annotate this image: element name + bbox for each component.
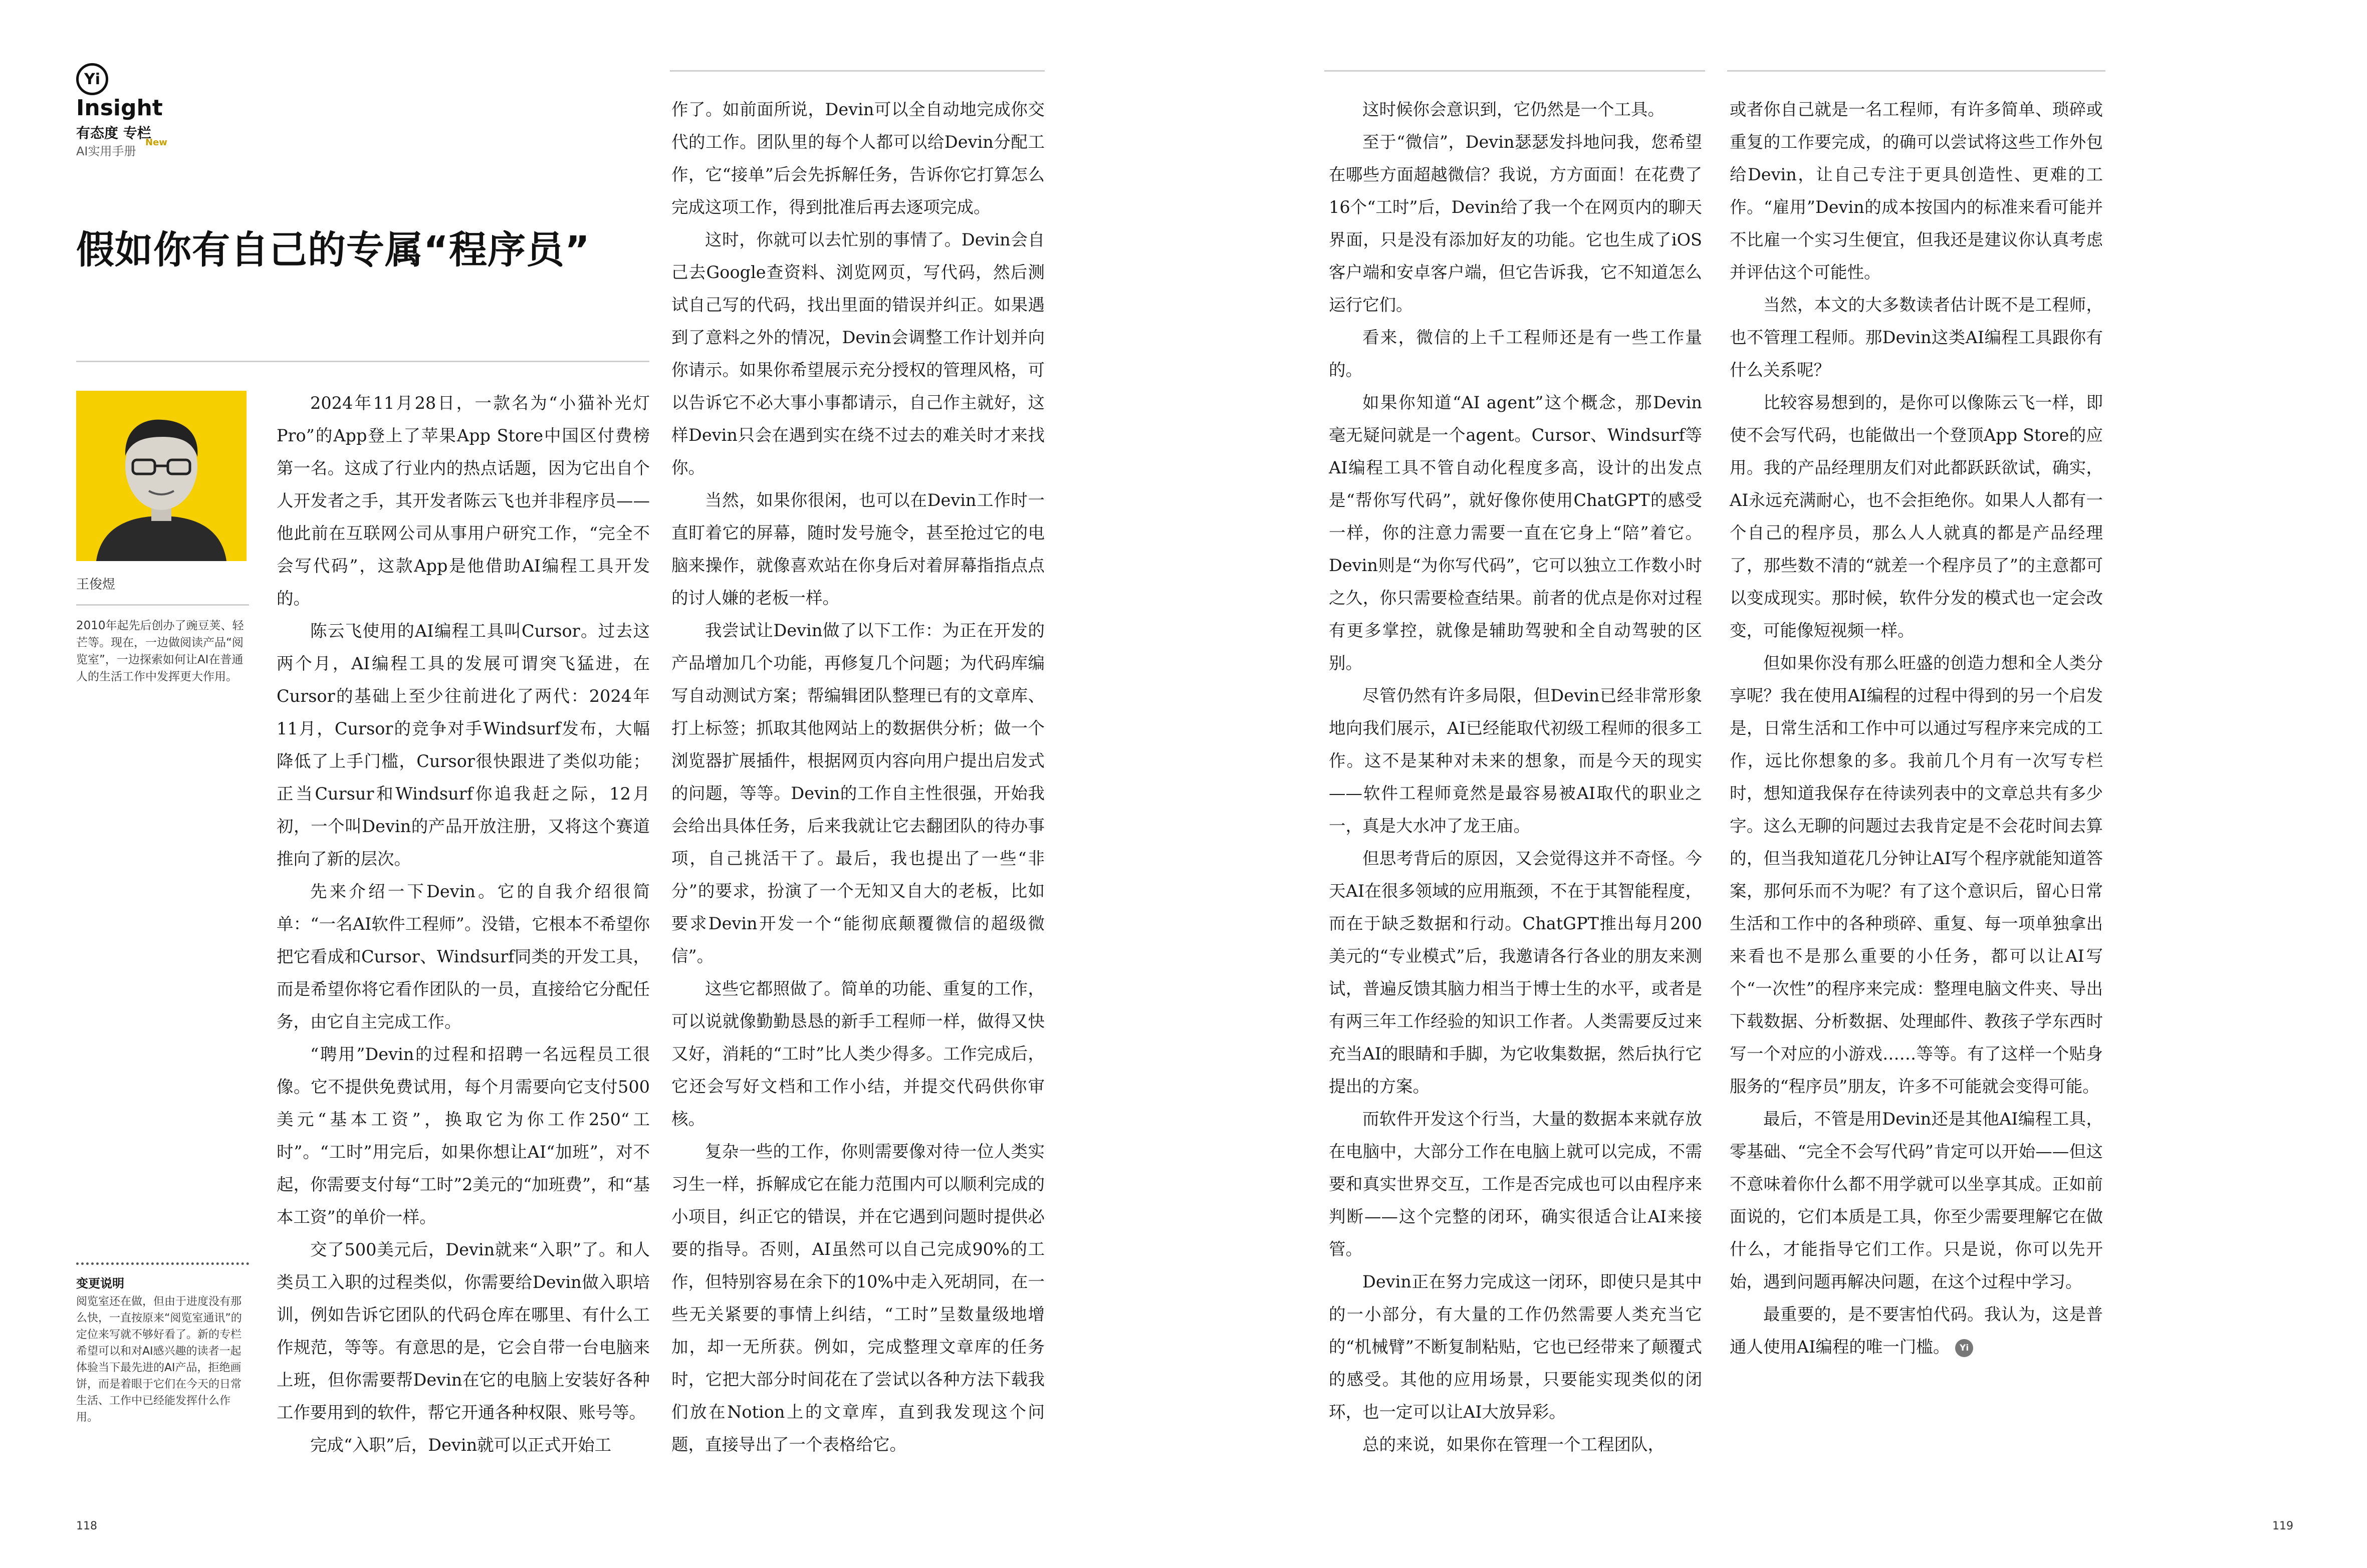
- column-tag: 有态度 专栏: [76, 125, 151, 141]
- paragraph: 我尝试让Devin做了以下工作：为正在开发的产品增加几个功能，再修复几个问题；为代码库编写自动测试方案；帮编辑团队整理已有的文章库、打上标签；抓取其他网站上的数据供分析；做一个浏览器扩展插件，根据网页内容向用户提出启发式的问题，等等。Devin的工作自主性很强，开始我会给出具体任务，后来我就让它去翻团队的待办事项，自己挑活干了。最后，我也提出了一些“非分”的要求，扮演了一个无知又自大的老板，比如要求Devin开发一个“能彻底颠覆微信的超级微信”。: [671, 621, 1045, 966]
- final-text: 最重要的，是不要害怕代码。我认为，这是普通人使用AI编程的唯一门槛。: [1730, 1304, 2103, 1357]
- author-rule: [76, 604, 249, 606]
- paragraph: 当然，本文的大多数读者估计既不是工程师，也不管理工程师。那Devin这类AI编程工具跟你有什么关系呢？: [1730, 295, 2103, 380]
- paragraph: 这时，你就可以去忙别的事情了。Devin会自己去Google查资料、浏览网页，写代码，然后测试自己写的代码，找出里面的错误并纠正。如果遇到了意料之外的情况，Devin会调整工作计划并向你请示。如果你希望展示充分授权的管理风格，可以告诉它不必大事小事都请示，自己作主就好，这样Devin只会在遇到实在绕不过去的难关时才来找你。: [671, 230, 1045, 477]
- paragraph: 尽管仍然有许多局限，但Devin已经非常形象地向我们展示，AI已经能取代初级工程师的很多工作。这不是某种对未来的想象，而是今天的现实——软件工程师竟然是最容易被AI取代的职业之一，真是大水冲了龙王庙。: [1329, 686, 1702, 836]
- paragraph: 总的来说，如果你在管理一个工程团队，: [1362, 1435, 1665, 1454]
- note-divider: [76, 1262, 249, 1265]
- new-badge: New: [145, 137, 167, 148]
- page-number-left: 118: [76, 1520, 97, 1532]
- note-body: 阅览室还在做，但由于进度没有那么快，一直按原来“阅览室通讯”的定位来写就不够好看了。新的专栏希望可以和对AI感兴趣的读者一起体验当下最先进的AI产品，拒绝画饼，而是着眼于它们在今天的日常生活、工作中已经能发挥什么作用。: [76, 1295, 242, 1424]
- paragraph: 先来介绍一下Devin。它的自我介绍很简单：“一名AI软件工程师”。没错，它根本不希望你把它看成和Cursor、Windsurf同类的开发工具，而是希望你将它看作团队的一员，直接给它分配任务，由它自主完成工作。: [277, 882, 650, 1031]
- paragraph: 交了500美元后，Devin就来“入职”了。和人类员工入职的过程类似，你需要给Devin做入职培训，例如告诉它团队的代码仓库在哪里、有什么工作规范，等等。有意思的是，它会自带一台电脑来上班，但你需要帮Devin在它的电脑上安装好各种工作要用到的软件，帮它开通各种权限、账号等。: [277, 1240, 650, 1422]
- paragraph: 至于“微信”，Devin瑟瑟发抖地问我，您希望在哪些方面超越微信？我说，方方面面！在花费了16个“工时”后，Devin给了我一个在网页内的聊天界面，只是没有添加好友的功能。它也生成了iOS客户端和安卓客户端，但它告诉我，它不知道怎么运行它们。: [1329, 132, 1702, 315]
- column-subtitle: AI实用手册: [76, 144, 136, 158]
- paragraph: 而软件开发这个行当，大量的数据本来就存放在电脑中，大部分工作在电脑上就可以完成，不需要和真实世界交互，工作是否完成也可以由程序来判断——这个完整的闭环，确实很适合让AI来接管。: [1329, 1109, 1702, 1259]
- paragraph: 2024年11月28日，一款名为“小猫补光灯Pro”的App登上了苹果App Store中国区付费榜第一名。这成了行业内的热点话题，因为它出自个人开发者之手，其开发者陈云飞也并非程序员——他此前在互联网公司从事用户研究工作，“完全不会写代码”，这款App是他借助AI编程工具开发的。: [277, 393, 650, 608]
- paragraph: 如果你知道“AI agent”这个概念，那Devin毫无疑问就是一个agent。Cursor、Windsurf等AI编程工具不管自动化程度多高，设计的出发点是“帮你写代码”，就好像你使用ChatGPT的感受一样，你的注意力需要一直在它身上“陪”着它。Devin则是“为你写代码”，它可以独立工作数小时之久，你只需要检查结果。前者的优点是你对过程有更多掌控，就像是辅助驾驶和全自动驾驶的区别。: [1329, 393, 1702, 673]
- paragraph: 比较容易想到的，是你可以像陈云飞一样，即使不会写代码，也能做出一个登顶App Store的应用。我的产品经理朋友们对此都跃跃欲试，确实，AI永远充满耐心，也不会拒绝你。如果人人都有一个自己的程序员，那么人人就真的都是产品经理了，那些数不清的“就差一个程序员了”的主意都可以变成现实。那时候，软件分发的模式也一定会改变，可能像短视频一样。: [1730, 393, 2103, 640]
- paragraph: 看来，微信的上千工程师还是有一些工作量的。: [1329, 328, 1702, 380]
- yi-logo: Yi: [76, 63, 108, 95]
- page-number-right: 119: [2272, 1520, 2293, 1532]
- col1-top-rule: [275, 361, 649, 362]
- paragraph: 当然，如果你很闲，也可以在Devin工作时一直盯着它的屏幕，随时发号施令，甚至抢过它的电脑来操作，就像喜欢站在你身后对着屏幕指指点点的讨人嫌的老板一样。: [671, 490, 1045, 608]
- paragraph: Devin正在努力完成这一闭环，即使只是其中的一小部分，有大量的工作仍然需要人类充当它的“机械臂”不断复制粘贴，它也已经带来了颠覆式的感受。其他的应用场景，只要能实现类似的闭环，也一定可以让AI大放异彩。: [1329, 1272, 1702, 1422]
- body-column-2: [671, 93, 1045, 1461]
- paragraph: 但如果你没有那么旺盛的创造力想和全人类分享呢？我在使用AI编程的过程中得到的另一个启发是，日常生活和工作中可以通过写程序来完成的工作，远比你想象的多。我前几个月有一次写专栏时，想知道我保存在待读列表中的文章总共有多少字。这么无聊的问题过去我肯定是不会花时间去算的，但当我知道花几分钟让AI写个程序就能知道答案，那何乐而不为呢？有了这个意识后，留心日常生活和工作中的各种琐碎、重复、每一项单独拿出来看也不是那么重要的小任务，都可以让AI写个“一次性”的程序来完成：整理电脑文件夹、导出下载数据、分析数据、处理邮件、教孩子学东西时写一个对应的小游戏……等等。有了这样一个贴身服务的“程序员”朋友，许多不可能就会变得可能。: [1730, 653, 2103, 1096]
- top-rule-col3: [1324, 70, 1705, 72]
- paragraph: 作了。如前面所说，Devin可以全自动地完成你交代的工作。团队里的每个人都可以给Devin分配工作，它“接单”后会先拆解任务，告诉你它打算怎么完成这项工作，得到批准后再去逐项完成。: [671, 100, 1045, 217]
- paragraph: 最后，不管是用Devin还是其他AI编程工具，零基础、“完全不会写代码”肯定可以开始——但这不意味着你什么都不用学就可以坐享其成。正如前面说的，它们本质是工具，你至少需要理解它在做什么，才能指导它们工作。只是说，你可以先开始，遇到问题再解决问题，在这个过程中学习。: [1730, 1109, 2103, 1291]
- paragraph: 或者你自己就是一名工程师，有许多简单、琐碎或重复的工作要完成，的确可以尝试将这些工作外包给Devin，让自己专注于更具创造性、更难的工作。“雇用”Devin的成本按国内的标准来看可能并不比雇一个实习生便宜，但我还是建议你认真考虑并评估这个可能性。: [1730, 100, 2103, 282]
- end-mark-icon: Yi: [1955, 1339, 1973, 1357]
- top-rule-col4: [1727, 70, 2105, 72]
- author-bio: 2010年起先后创办了豌豆荚、轻芒等。现在，一边做阅读产品“阅览室”，一边探索如何让AI在普通人的生活工作中发挥更大作用。: [76, 619, 244, 683]
- article-title: 假如你有自己的专属“程序员”: [76, 227, 590, 272]
- author-portrait-illustration: [76, 391, 247, 561]
- paragraph: 但思考背后的原因，又会觉得这并不奇怪。今天AI在很多领域的应用瓶颈，不在于其智能程度，而在于缺乏数据和行动。ChatGPT推出每月200美元的“专业模式”后，我邀请各行各业的朋友来测试，普遍反馈其脑力相当于博士生的水平，或者是有两三年工作经验的知识工作者。人类需要反过来充当AI的眼睛和手脚，为它收集数据，然后执行它提出的方案。: [1329, 849, 1702, 1096]
- note-title: 变更说明: [76, 1276, 124, 1290]
- paragraph: 这时候你会意识到，它仍然是一个工具。: [1362, 100, 1665, 119]
- paragraph: 这些它都照做了。简单的功能、重复的工作，可以说就像勤勤恳恳的新手工程师一样，做得又快又好，消耗的“工时”比人类少得多。工作完成后，它还会写好文档和工作小结，并提交代码供你审核。: [671, 979, 1045, 1129]
- paragraph-final: [1730, 1298, 2103, 1363]
- paragraph: 陈云飞使用的AI编程工具叫Cursor。过去这两个月，AI编程工具的发展可谓突飞猛进，在Cursor的基础上至少往前进化了两代：2024年11月，Cursor的竞争对手Windsurf发布，大幅降低了上手门槛，Cursor很快跟进了类似功能；正当Cursur和Windsurf你追我赶之际，12月初，一个叫Devin的产品开放注册，又将这个赛道推向了新的层次。: [277, 621, 650, 869]
- body-column-1: [277, 387, 650, 1461]
- sidebar-rule: [76, 361, 277, 362]
- paragraph: “聘用”Devin的过程和招聘一名远程员工很像。它不提供免费试用，每个月需要向它支付500美元“基本工资”，换取它为你工作250“工时”。“工时”用完后，如果你想让AI“加班”，对不起，你需要支付每“工时”2美元的“加班费”，和“基本工资”的单价一样。: [277, 1044, 650, 1227]
- body-column-3: [1329, 93, 1702, 1461]
- body-column-4: [1730, 93, 2103, 1363]
- paragraph: 完成“入职”后，Devin就可以正式开始工: [310, 1435, 612, 1455]
- author-portrait: [76, 391, 247, 561]
- top-rule-col2: [670, 70, 1045, 72]
- paragraph: 复杂一些的工作，你则需要像对待一位人类实习生一样，拆解成它在能力范围内可以顺利完成的小项目，纠正它的错误，并在它遇到问题时提供必要的指导。否则，AI虽然可以自己完成90%的工作，但特别容易在余下的10%中走入死胡同，在一些无关紧要的事情上纠结，“工时”呈数量级地增加，却一无所获。例如，完成整理文章库的任务时，它把大部分时间花在了尝试以各种方法下载我们放在Notion上的文章库，直到我发现这个问题，直接导出了一个表格给它。: [671, 1142, 1045, 1454]
- brand-name: Insight: [76, 95, 163, 121]
- author-name: 王俊煜: [76, 577, 116, 592]
